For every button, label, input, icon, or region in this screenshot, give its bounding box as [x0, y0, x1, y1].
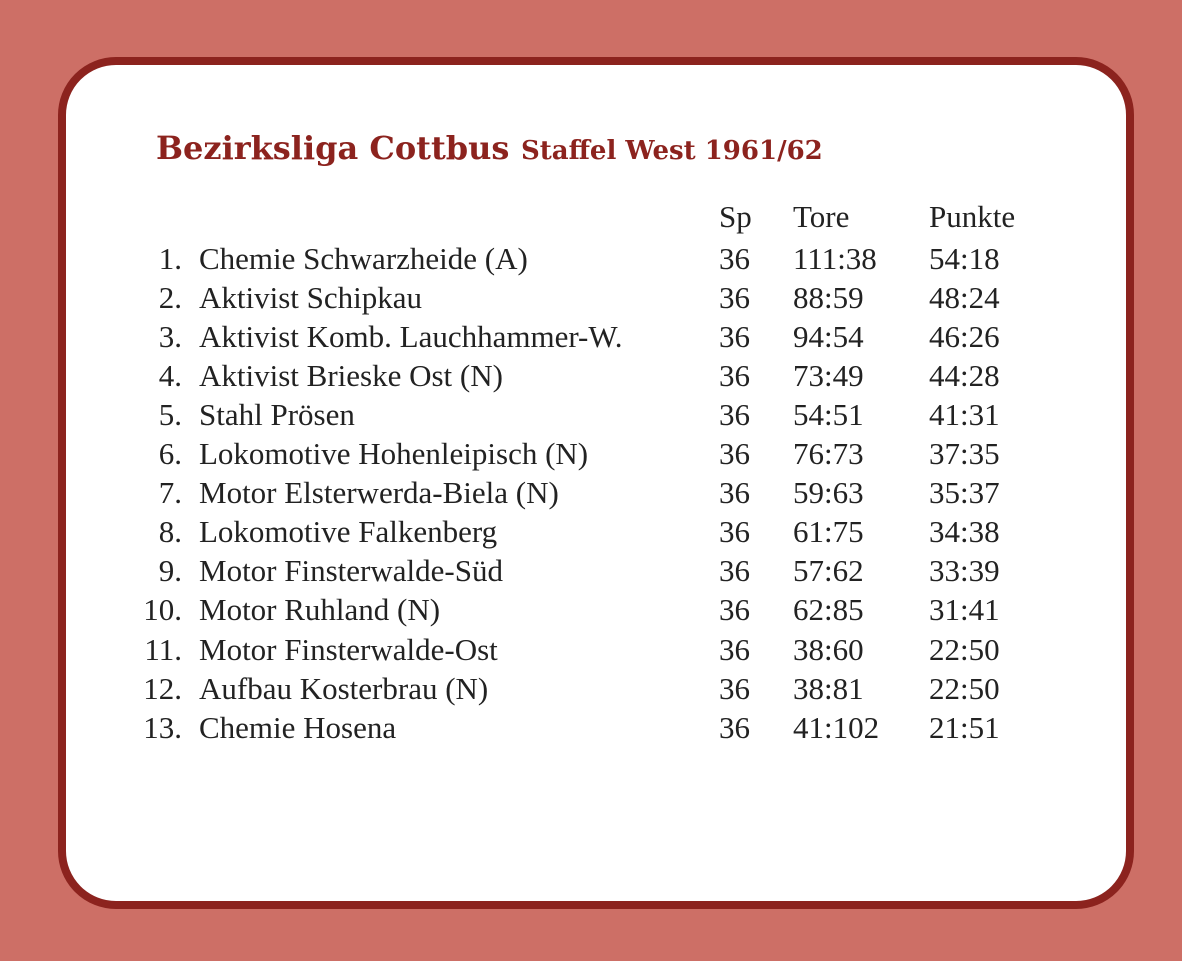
points-cell: 34:38: [929, 514, 1000, 549]
rank-cell: 8.: [158, 514, 182, 549]
rank-cell: 3.: [158, 319, 182, 354]
team-cell: Chemie Schwarzheide (A): [199, 241, 528, 276]
goals-cell: 62:85: [793, 592, 864, 627]
goals-cell: 111:38: [793, 241, 877, 276]
rank-cell: 9.: [158, 553, 182, 588]
rank-cell: 4.: [158, 358, 182, 393]
points-cell: 54:18: [929, 241, 1000, 276]
team-cell: Motor Ruhland (N): [199, 592, 441, 627]
points-cell: 33:39: [929, 553, 1000, 588]
games-cell: 36: [719, 397, 750, 432]
games-cell: 36: [719, 436, 750, 471]
table-row: [0, 356, 1182, 395]
goals-cell: 59:63: [793, 475, 864, 510]
rank-cell: 7.: [158, 475, 182, 510]
team-cell: Aktivist Brieske Ost (N): [199, 358, 503, 393]
rank-cell: 12.: [143, 671, 182, 706]
goals-cell: 38:81: [793, 671, 864, 706]
games-cell: 36: [719, 241, 750, 276]
title-main: Bezirksliga Cottbus: [156, 129, 510, 167]
team-cell: Aufbau Kosterbrau (N): [199, 671, 489, 706]
points-cell: 48:24: [929, 280, 1000, 315]
team-cell: Stahl Prösen: [199, 397, 355, 432]
column-header-tore: Tore: [793, 199, 850, 234]
games-cell: 36: [719, 475, 750, 510]
goals-cell: 38:60: [793, 632, 864, 667]
goals-cell: 41:102: [793, 710, 880, 745]
games-cell: 36: [719, 514, 750, 549]
games-cell: 36: [719, 710, 750, 745]
goals-cell: 94:54: [793, 319, 864, 354]
table-row: [0, 473, 1182, 512]
rank-cell: 13.: [143, 710, 182, 745]
rank-cell: 2.: [158, 280, 182, 315]
team-cell: Motor Elsterwerda-Biela (N): [199, 475, 559, 510]
team-cell: Motor Finsterwalde-Süd: [199, 553, 503, 588]
table-row: [0, 590, 1182, 629]
goals-cell: 76:73: [793, 436, 864, 471]
games-cell: 36: [719, 319, 750, 354]
goals-cell: 61:75: [793, 514, 864, 549]
rank-cell: 10.: [143, 592, 182, 627]
team-cell: Lokomotive Hohenleipisch (N): [199, 436, 589, 471]
goals-cell: 54:51: [793, 397, 864, 432]
team-cell: Chemie Hosena: [199, 710, 397, 745]
table-row: [0, 708, 1182, 747]
points-cell: 22:50: [929, 632, 1000, 667]
team-cell: Aktivist Komb. Lauchhammer-W.: [199, 319, 623, 354]
goals-cell: 73:49: [793, 358, 864, 393]
goals-cell: 57:62: [793, 553, 864, 588]
column-header-sp: Sp: [719, 199, 752, 234]
points-cell: 22:50: [929, 671, 1000, 706]
games-cell: 36: [719, 280, 750, 315]
table-row: [0, 317, 1182, 356]
points-cell: 46:26: [929, 319, 1000, 354]
table-row: [0, 395, 1182, 434]
team-cell: Lokomotive Falkenberg: [199, 514, 498, 549]
table-row: [0, 278, 1182, 317]
table-row: [0, 551, 1182, 590]
goals-cell: 88:59: [793, 280, 864, 315]
team-cell: Aktivist Schipkau: [199, 280, 423, 315]
points-cell: 37:35: [929, 436, 1000, 471]
title-sub: Staffel West 1961/62: [520, 136, 823, 166]
games-cell: 36: [719, 358, 750, 393]
team-cell: Motor Finsterwalde-Ost: [199, 632, 498, 667]
games-cell: 36: [719, 632, 750, 667]
table-row: [0, 669, 1182, 708]
table-row: [0, 512, 1182, 551]
table-row: [0, 434, 1182, 473]
games-cell: 36: [719, 592, 750, 627]
rank-cell: 11.: [144, 632, 182, 667]
points-cell: 31:41: [929, 592, 1000, 627]
games-cell: 36: [719, 553, 750, 588]
table-row: [0, 630, 1182, 669]
games-cell: 36: [719, 671, 750, 706]
rank-cell: 1.: [158, 241, 182, 276]
column-header-punkte: Punkte: [929, 199, 1016, 234]
points-cell: 44:28: [929, 358, 1000, 393]
table-row: [0, 239, 1182, 278]
points-cell: 35:37: [929, 475, 1000, 510]
points-cell: 21:51: [929, 710, 1000, 745]
rank-cell: 6.: [158, 436, 182, 471]
points-cell: 41:31: [929, 397, 1000, 432]
rank-cell: 5.: [158, 397, 182, 432]
